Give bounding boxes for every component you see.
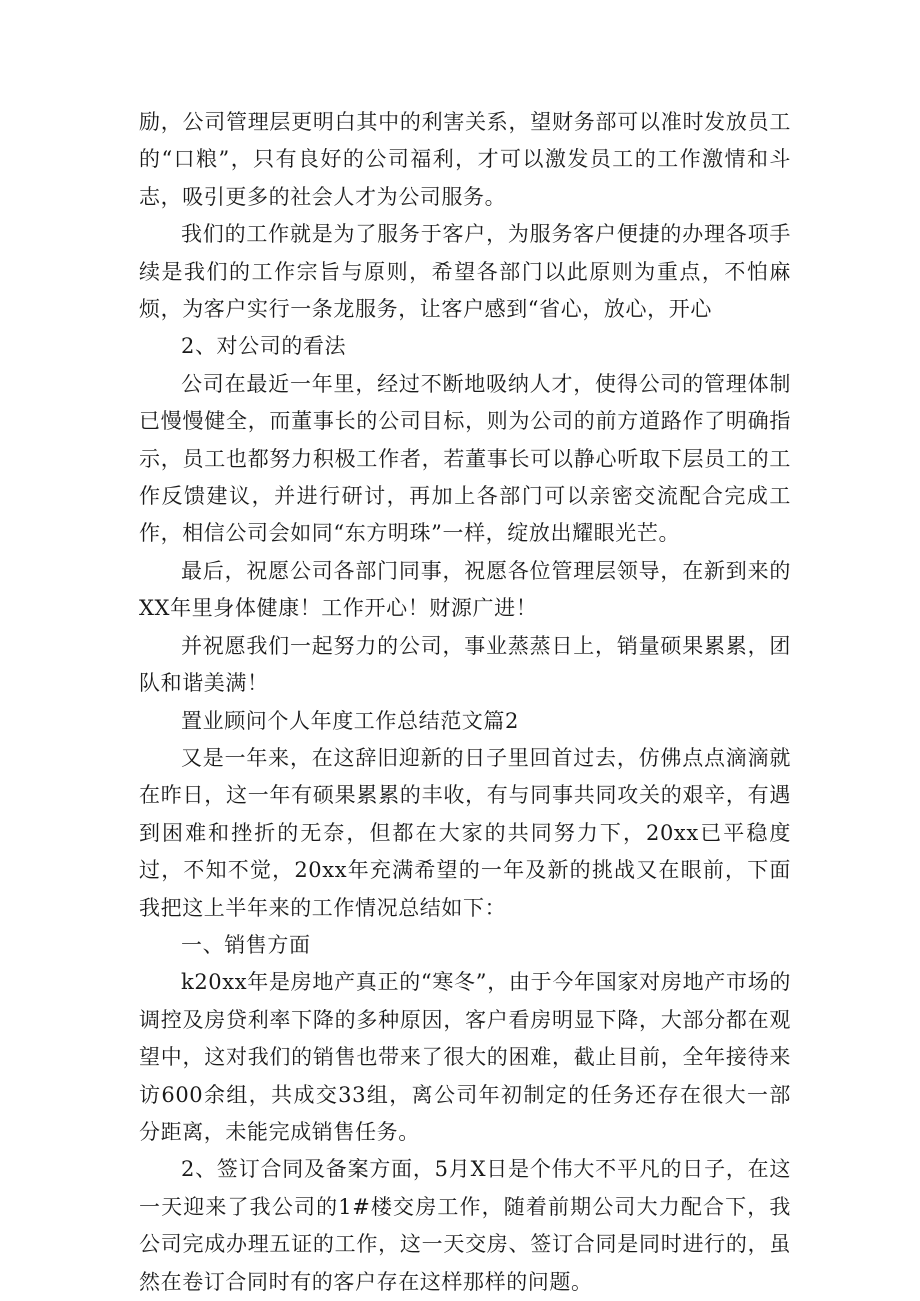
paragraph: k20xx年是房地产真正的“寒冬”，由于今年国家对房地产市场的调控及房贷利率下降的多种原因，客户看房明显下降，大部分都在观望中，这对我们的销售也带来了很大的困难，截止目前，全年接待来访600余组，共成交33组，离公司年初制定的任务还存在很大一部分距离，未能完成销售任务。 [139,970,791,1144]
paragraph: 又是一年来，在这辞旧迎新的日子里回首过去，仿佛点点滴滴就在昨日，这一年有硕果累累的丰收，有与同事共同攻关的艰辛，有遇到困难和挫折的无奈，但都在大家的共同努力下，20xx已平稳度过，不知不觉，20xx年充满希望的一年及新的挑战又在眼前，下面我把这上半年来的工作情况总结如下： [139,745,791,920]
document-body [139,104,791,1301]
paragraph: 公司在最近一年里，经过不断地吸纳人才，使得公司的管理体制已慢慢健全，而董事长的公司目标，则为公司的前方道路作了明确指示，员工也都努力积极工作者，若董事长可以静心听取下层员工的工作反馈建议，并进行研讨，再加上各部门可以亲密交流配合完成工作，相信公司会如同“东方明珠”一样，绽放出耀眼光芒。 [139,371,791,546]
paragraph: 最后，祝愿公司各部门同事，祝愿各位管理层领导，在新到来的XX年里身体健康！工作开心！财源广进！ [139,558,791,621]
section-heading: 2、对公司的看法 [181,334,347,359]
paragraph-continued: 励，公司管理层更明白其中的利害关系，望财务部可以准时发放员工的“口粮”，只有良好的公司福利，才可以激发员工的工作激情和斗志，吸引更多的社会人才为公司服务。 [139,110,791,209]
paragraph: 并祝愿我们一起努力的公司，事业蒸蒸日上，销量硕果累累，团队和谐美满！ [139,633,791,696]
section-heading: 一、销售方面 [181,932,311,957]
paragraph: 2、签订合同及备案方面，5月X日是个伟大不平凡的日子，在这一天迎来了我公司的1#楼交房工作，随着前期公司大力配合下，我公司完成办理五证的工作，这一天交房、签订合同是同时进行的，虽然在卷订合同时有的客户存在这样那样的问题。 [139,1157,791,1294]
paragraph: 我们的工作就是为了服务于客户，为服务客户便捷的办理各项手续是我们的工作宗旨与原则，希望各部门以此原则为重点，不怕麻烦，为客户实行一条龙服务，让客户感到“省心，放心，开心 [139,222,791,322]
article-title: 置业顾问个人年度工作总结范文篇2 [181,708,519,733]
